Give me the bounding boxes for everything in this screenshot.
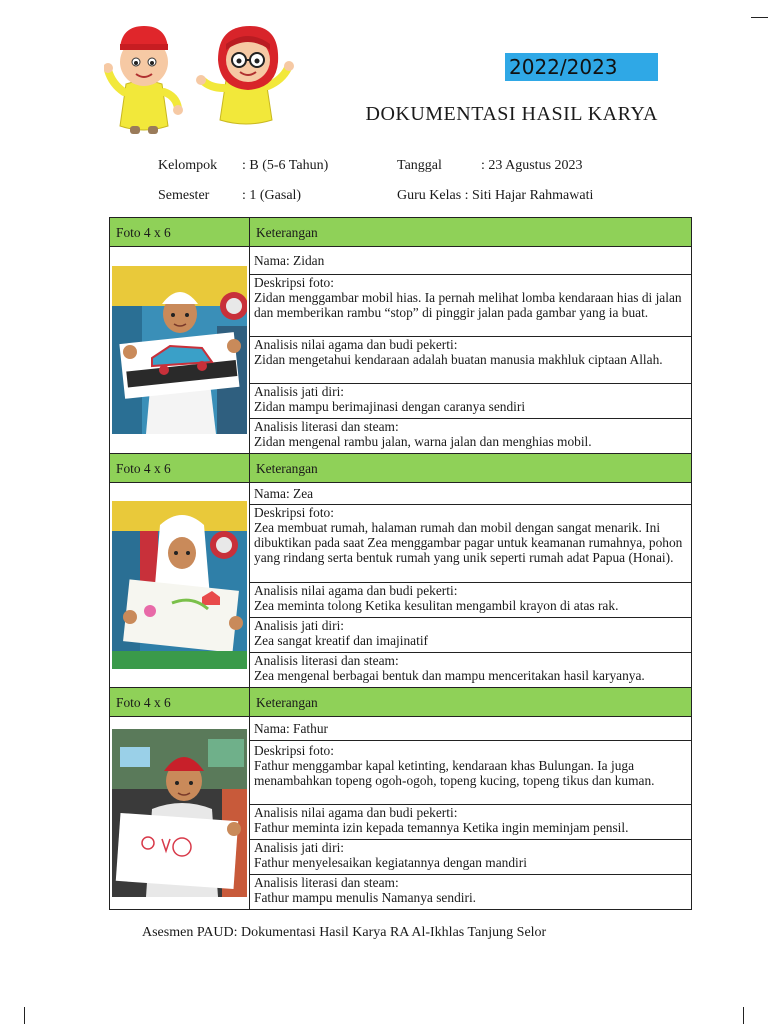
kelompok-value: : B (5-6 Tahun)	[242, 158, 329, 173]
literasi-text: Zidan mengenal rambu jalan, warna jalan dan menghias mobil.	[254, 434, 592, 449]
deskripsi-label: Deskripsi foto:	[254, 743, 334, 758]
table-header-row	[110, 688, 692, 717]
semester-value: : 1 (Gasal)	[242, 188, 302, 203]
photo-column-header: Foto 4 x 6	[110, 688, 250, 717]
agama-text: Fathur meminta izin kepada temannya Ketika ingin meminjam pensil.	[254, 820, 629, 835]
tanggal-label: Tanggal	[397, 158, 442, 173]
jati-diri-field	[250, 840, 692, 875]
kelompok-label: Kelompok	[158, 158, 218, 173]
guru-value: : Siti Hajar Rahmawati	[464, 188, 594, 203]
girl-mascot-illustration	[196, 22, 296, 126]
nama-field: Nama: Zea	[250, 483, 692, 505]
literasi-field	[250, 875, 692, 910]
agama-label: Analisis nilai agama dan budi pekerti:	[254, 337, 458, 352]
deskripsi-text: Zidan menggambar mobil hias. Ia pernah melihat lomba kendaraan hias di jalan dan memberikan rambu “stop” di pinggir jalan pada gambar yang ia buat.	[254, 290, 682, 320]
nama-field: Nama: Fathur	[250, 717, 692, 741]
deskripsi-field	[250, 275, 692, 337]
deskripsi-text: Zea membuat rumah, halaman rumah dan mobil dengan sangat menarik. Ini dibuktikan pada saat Zea menggambar pagar untuk keamanan rumahnya, pohon yang rindang serta bentuk rumah yang unik seperti rumah adat Papua (Honai).	[254, 520, 683, 565]
crop-mark-top-right	[751, 17, 768, 18]
keterangan-column-header: Keterangan	[250, 688, 692, 717]
deskripsi-field	[250, 505, 692, 583]
photo-cell	[110, 717, 250, 910]
agama-field	[250, 337, 692, 384]
keterangan-column-header: Keterangan	[250, 218, 692, 247]
agama-field	[250, 583, 692, 618]
table-header-row	[110, 218, 692, 247]
literasi-field	[250, 653, 692, 688]
deskripsi-label: Deskripsi foto:	[254, 275, 334, 290]
agama-label: Analisis nilai agama dan budi pekerti:	[254, 583, 458, 598]
jati-diri-text: Zea sangat kreatif dan imajinatif	[254, 633, 428, 648]
photo-cell	[110, 483, 250, 688]
table-row	[110, 247, 692, 275]
agama-field	[250, 805, 692, 840]
agama-text: Zea meminta tolong Ketika kesulitan mengambil krayon di atas rak.	[254, 598, 619, 613]
child-photo	[112, 266, 247, 434]
jati-diri-text: Zidan mampu berimajinasi dengan caranya sendiri	[254, 399, 526, 414]
jati-diri-text: Fathur menyelesaikan kegiatannya dengan mandiri	[254, 855, 527, 870]
agama-label: Analisis nilai agama dan budi pekerti:	[254, 805, 458, 820]
boy-mascot-illustration	[104, 22, 184, 136]
deskripsi-label: Deskripsi foto:	[254, 505, 334, 520]
agama-text: Zidan mengetahui kendaraan adalah buatan manusia makhluk ciptaan Allah.	[254, 352, 663, 367]
literasi-label: Analisis literasi dan steam:	[254, 419, 399, 434]
page-footer: Asesmen PAUD: Dokumentasi Hasil Karya RA Al-Ikhlas Tanjung Selor	[142, 925, 547, 940]
child-photo	[112, 501, 247, 669]
literasi-field	[250, 419, 692, 454]
literasi-text: Fathur mampu menulis Namanya sendiri.	[254, 890, 477, 905]
jati-diri-field	[250, 384, 692, 419]
deskripsi-text: Fathur menggambar kapal ketinting, kendaraan khas Bulungan. Ia juga menambahkan topeng ogoh-ogoh, topeng kucing, topeng tikus dan kuman.	[254, 758, 655, 788]
child-photo	[112, 729, 247, 897]
literasi-label: Analisis literasi dan steam:	[254, 875, 399, 890]
jati-diri-field	[250, 618, 692, 653]
table-row	[110, 483, 692, 505]
jati-diri-label: Analisis jati diri:	[254, 840, 345, 855]
keterangan-column-header: Keterangan	[250, 454, 692, 483]
documentation-table	[109, 217, 692, 910]
table-row	[110, 717, 692, 741]
academic-year-badge: 2022/2023	[505, 53, 658, 81]
jati-diri-label: Analisis jati diri:	[254, 384, 345, 399]
document-title: DOKUMENTASI HASIL KARYA	[365, 103, 658, 125]
nama-field: Nama: Zidan	[250, 247, 692, 275]
photo-column-header: Foto 4 x 6	[110, 454, 250, 483]
photo-cell	[110, 247, 250, 454]
semester-label: Semester	[158, 188, 210, 203]
deskripsi-field	[250, 741, 692, 805]
crop-mark-bottom-left	[24, 1007, 25, 1024]
guru-kelas	[397, 188, 593, 204]
photo-column-header: Foto 4 x 6	[110, 218, 250, 247]
guru-label: Guru Kelas	[397, 188, 462, 203]
crop-mark-bottom-right	[743, 1007, 744, 1024]
tanggal-value: : 23 Agustus 2023	[481, 158, 583, 173]
table-header-row	[110, 454, 692, 483]
jati-diri-label: Analisis jati diri:	[254, 618, 345, 633]
literasi-text: Zea mengenal berbagai bentuk dan mampu menceritakan hasil karyanya.	[254, 668, 645, 683]
literasi-label: Analisis literasi dan steam:	[254, 653, 399, 668]
